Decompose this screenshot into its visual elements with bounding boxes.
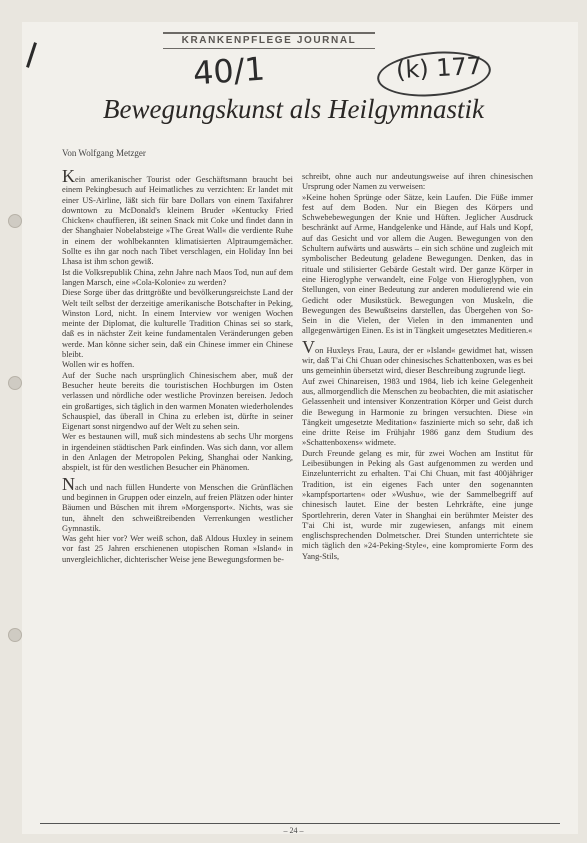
drop-cap: N [62, 473, 75, 494]
paragraph: Von Huxleys Frau, Laura, der er »Island« gewidmet hat, wissen wir, daß T'ai Chi Chuan oder chinesisches Schattenboxen, was es bei uns gemeinhin übersetzt wird, dieser Beschreibung zugrunde liegt. [302, 336, 533, 376]
punch-hole [8, 628, 22, 642]
paragraph: Wer es bestaunen will, muß sich mindestens ab sechs Uhr morgens in irgendeinen städtischen Park einfinden. Was sich dann, vor allem in den Anlagen der Metropolen Peking, Shanghai oder Nanking, abspielt, ist für den westlichen Besucher ein Phänomen. [62, 432, 293, 473]
paragraph: Wollen wir es hoffen. [62, 360, 135, 370]
column-right [302, 172, 533, 562]
page-number: – 24 – [283, 826, 304, 835]
paragraph: Durch Freunde gelang es mir, für zwei Wochen am Institut für Leibesübungen in Peking als Gast aufgenommen zu werden und Einzelunterricht zu erhalten. T'ai Chi Chuan, mit fast 400jähriger Tradition, ist ein eigenes Fach unter den sogenannten »kampfsportarten« oder »Wushu«, wie der Sammelbegriff auf chinesisch lautet. Eine der besten Lehrkräfte, eine junge Sportlehrerin, deren Vater in Shanghai ein berühmter Meister des T'ai Chi ist, wurde mir zugewiesen, anfangs mit einem englischsprechenden Dolmetscher. Drei Stunden unterrichtete sie mich täglich den »24-Peking-Style«, eine kompromierte Form des Yang-Stils, [302, 448, 533, 561]
paragraph: »Keine hohen Sprünge oder Sätze, kein Laufen. Die Füße immer fest auf dem Boden. Nur ein Biegen des Körpers und Schwebebewegungen der Knie und Hüften. Jeglicher Ausdruck beschränkt auf Arme, Handgelenke und Hände, auf Hals und Kopf, auf das Gesicht und vor allem die Augen. Bewegungen von den Schultern aufwärts und auswärts – ein sich schöne und zugleich mit symbolischer Bedeutung geladene Bewegungen. Denken, das in rituale und stilisierter Gebärde Gestalt wird. Der ganze Körper in eine Hieroglyphe verwandelt, eine Folge von Hieroglyphen, von Stellungen, von einer Bedeutung zur anderen modulierend wie ein Gedicht oder Musikstück. Bewegungen von Muskeln, die Bewegungen des Bewußtseins darstellen, das Übergehen von So-Sein in die Vielen, der Vielen in den immanenten und allgegenwärtigen Einen. Es ist in Tängkeit umgesetztes Meditieren.« [302, 192, 533, 336]
footer-rule [40, 823, 560, 824]
paragraph: Kein amerikanischer Tourist oder Geschäftsmann braucht bei einem Pekingbesuch auf Heimatliches zu verzichten: Er landet mit einer US-Airline, läßt sich für bare Dollars von einem Taxifahrer downtown zu McDonald's kleinem Bruder »Kentucky Fried Chicken« chauffieren, ißt seinen Snack mit Coke und findet dann in der Shanghaier Nobelabsteige »The Great Wall« die verdiente Ruhe in einem der wohlbekannten klimatisierten Alptraumgemächer. Sollte es ihn gar noch nach Tibet verschlagen, ein Holiday Inn bei Lhasa ist ihm schon gewiß. [62, 166, 293, 267]
punch-hole [8, 376, 22, 390]
paragraph: Ist die Volksrepublik China, zehn Jahre nach Maos Tod, nun auf dem langen Marsch, eine »Cola-Kolonie« zu werden? [62, 267, 293, 287]
journal-header: KRANKENPFLEGE JOURNAL [163, 32, 375, 49]
drop-cap: K [62, 166, 75, 186]
paragraph: Diese Sorge über das drittgrößte und bevölkerungsreichste Land der Welt teilt selbst der derzeitige amerikanische Botschafter in Peking, Winston Lord, nicht. In einem Interview vor wenigen Wochen meinte der Diplomat, die kulturelle Tradition Chinas sei so stark, daß es in nächster Zeit keine fundamentalen Veränderungen geben werde. Man könne sicher sein, daß ein Chinese immer ein Chinese bleibt. [62, 288, 293, 360]
article-title: Bewegungskunst als Heilgymnastik [103, 94, 484, 124]
paragraph: Auf zwei Chinareisen, 1983 und 1984, lieb ich keine Gelegenheit aus, allmorgendlich die Menschen zu beobachten, die mit asiatischer Gelassenheit und intensiver Konzentration Körper und Geist durch die Bewegung in Harmonie zu bringen versuchten. Diese »in Tängkeit umgesetzte Meditation« faszinierte mich so sehr, daß ich eine dritte Reise im Frühjahr 1986 ganz dem Studium des »Schattenboxens« widmete. [302, 376, 533, 448]
drop-cap: V [302, 336, 315, 357]
paragraph: schreibt, ohne auch nur andeutungsweise auf ihren chinesischen Ursprung oder Namen zu verweisen: [302, 172, 533, 192]
paragraph: Auf der Suche nach ursprünglich Chinesischem aber, muß der Besucher heute bereits die touristischen Hochburgen im Osten verlassen und nördliche oder westliche Provinzen bereisen. Jedoch ein großartiges, sich täglich in den warmen Monaten wiederholendes Schauspiel, das überall in China zu erleben ist, dürfte in seiner Eigenart sonst nirgendwo auf der Welt zu sehen sein. [62, 370, 293, 432]
handwritten-code: (k) 177 [395, 51, 483, 85]
paragraph: Was geht hier vor? Wer weiß schon, daß Aldous Huxley in seinem vor fast 25 Jahren erschienenen utopischen Roman »Island« in unvergleichlicher, dichterischer Weise jene Bewegungsformen be- [62, 534, 293, 564]
article-author: Von Wolfgang Metzger [62, 148, 146, 158]
paragraph: Nach und nach füllen Hunderte von Menschen die Grünflächen und beginnen in Gruppen oder einzeln, auf freien Plätzen oder hinter Bäumen und Büschen mit ihrem »Morgensport«. Nichts, was sie tun, ähnelt den schweißtreibenden Verrenkungen westlicher Gymnastik. [62, 473, 293, 533]
handwritten-code: 40/1 [191, 49, 267, 93]
column-left [62, 166, 293, 565]
punch-hole [8, 214, 22, 228]
